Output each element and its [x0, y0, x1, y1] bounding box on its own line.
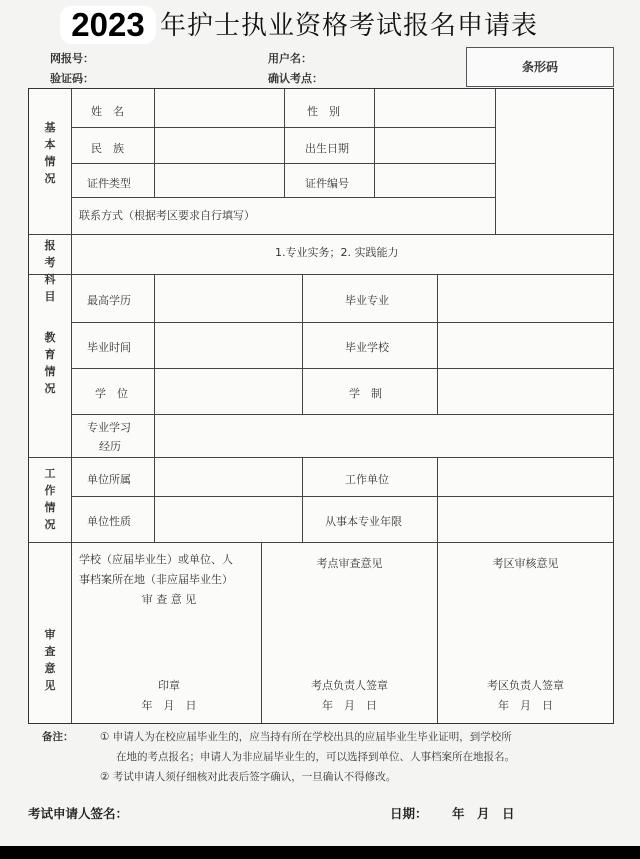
verify-code-label: 验证码：	[50, 72, 94, 85]
section-education: 教育情况	[44, 331, 56, 395]
review-col2-date: 年 月 日	[322, 699, 377, 712]
review-col1-line1: 学校（应届毕业生）或单位、人	[79, 553, 233, 566]
review-col3-date: 年 月 日	[498, 699, 553, 712]
study-exp-label-2: 经历	[99, 440, 121, 453]
section-work: 工作情况	[44, 467, 56, 531]
application-form-table	[28, 88, 614, 724]
username-label: 用户名：	[268, 52, 312, 65]
birth-date-label: 出生日期	[305, 142, 349, 155]
id-number-label: 证件编号	[305, 177, 349, 190]
confirm-site-label: 确认考点：	[268, 72, 323, 85]
section-subject: 报考科目	[44, 239, 56, 303]
site-sign-label: 考点负责人签章	[311, 679, 388, 692]
school-label: 毕业学校	[345, 341, 389, 354]
section-review: 审查意见	[44, 628, 56, 692]
site-review-title: 考点审查意见	[316, 557, 383, 570]
name-label: 姓 名	[91, 105, 124, 118]
title-year: 2023	[60, 6, 156, 44]
bottom-border	[0, 846, 640, 859]
review-col1-date: 年 月 日	[141, 699, 197, 712]
date-label: 日期：	[390, 806, 428, 821]
page-title: 年护士执业资格考试报名申请表	[160, 11, 539, 41]
note-line-1: ① 申请人为在校应届毕业生的，应当持有所在学校出具的应届毕业生毕业证明，到学校所	[100, 731, 512, 743]
highest-degree-label: 最高学历	[87, 294, 131, 307]
online-no-label: 网报号：	[50, 52, 94, 65]
unit-belong-label: 单位所属	[87, 473, 131, 486]
grad-time-label: 毕业时间	[87, 341, 131, 354]
study-exp-label-1: 专业学习	[87, 421, 131, 434]
years-in-field-label: 从事本专业年限	[325, 515, 402, 528]
region-review-title: 考区审核意见	[492, 557, 559, 570]
subject-value: 1.专业实务；2. 实践能力	[275, 246, 399, 259]
school-system-label: 学 制	[349, 387, 382, 400]
section-basic: 基本情况	[44, 121, 56, 185]
region-sign-label: 考区负责人签章	[487, 679, 564, 692]
id-type-label: 证件类型	[87, 177, 131, 190]
seal-label: 印章	[158, 679, 180, 692]
date-fields: 年 月 日	[452, 806, 515, 821]
unit-nature-label: 单位性质	[87, 515, 131, 528]
degree-label: 学 位	[95, 387, 128, 400]
notes-label: 备注：	[42, 731, 74, 743]
major-label: 毕业专业	[345, 294, 389, 307]
contact-label: 联系方式（根据考区要求自行填写）	[79, 209, 255, 222]
work-unit-label: 工作单位	[345, 473, 389, 486]
gender-label: 性 别	[307, 105, 340, 118]
ethnicity-label: 民 族	[91, 142, 124, 155]
review-col1-line3: 审 查 意 见	[141, 593, 197, 606]
barcode-box: 条形码	[466, 47, 614, 87]
review-col1-line2: 事档案所在地（非应届毕业生）	[79, 573, 233, 586]
note-line-3: ② 考试申请人须仔细核对此表后签字确认，一旦确认不得修改。	[100, 771, 397, 783]
note-line-2: 在地的考点报名；申请人为非应届毕业生的，可以选择到单位、人事档案所在地报名。	[116, 751, 515, 763]
applicant-signature-label: 考试申请人签名：	[28, 806, 129, 821]
